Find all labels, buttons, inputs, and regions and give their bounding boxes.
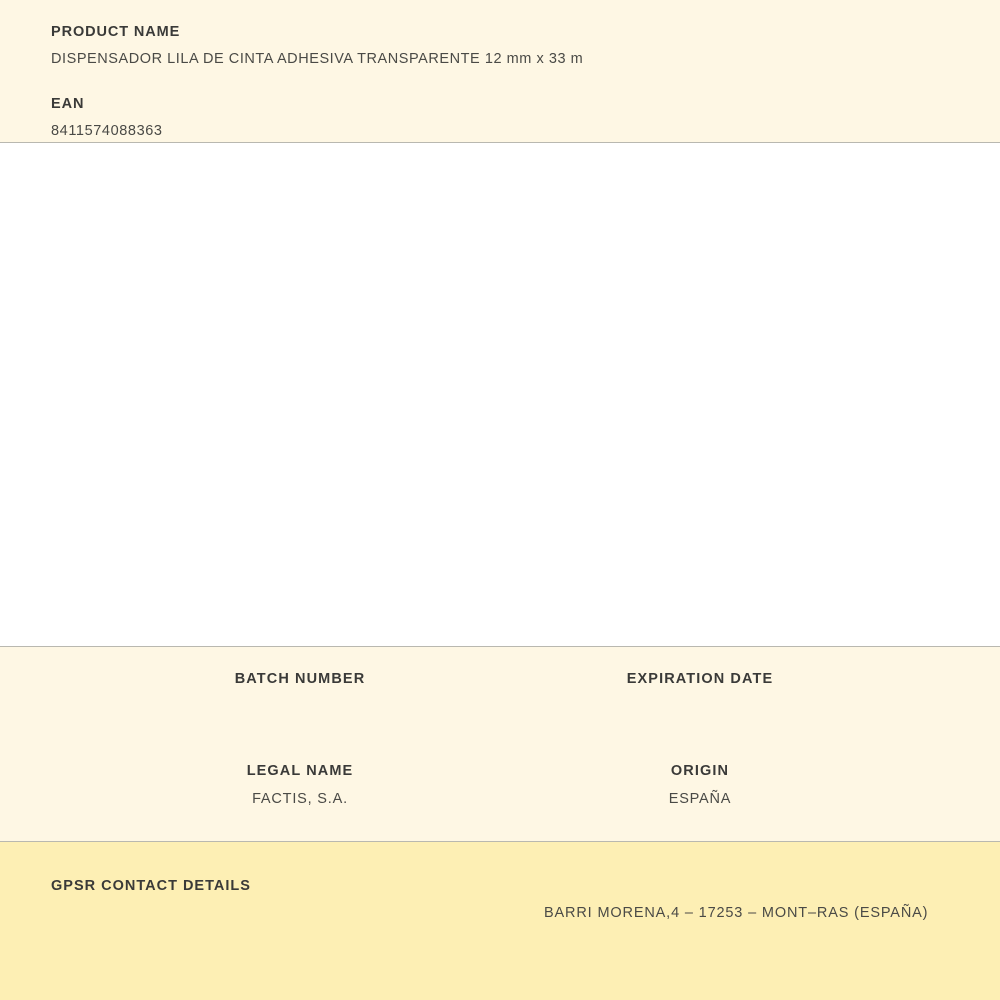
legal-name-value: FACTIS, S.A. <box>252 790 348 807</box>
gpsr-contact-label: GPSR CONTACT DETAILS <box>51 878 251 894</box>
product-name-label: PRODUCT NAME <box>51 24 181 40</box>
batch-expiration-row <box>0 671 1000 715</box>
expiration-date-cell <box>500 671 900 715</box>
product-name-value: DISPENSADOR LILA DE CINTA ADHESIVA TRANSPARENTE 12 mm x 33 m <box>51 51 584 68</box>
expiration-date-label: EXPIRATION DATE <box>626 671 774 687</box>
batch-number-label: BATCH NUMBER <box>234 671 366 687</box>
legal-name-cell <box>100 763 500 808</box>
product-header-section <box>0 0 1000 143</box>
product-name-field <box>0 24 1000 69</box>
ean-field <box>0 96 1000 141</box>
origin-cell <box>500 763 900 808</box>
legal-origin-row <box>0 763 1000 808</box>
product-image-area <box>0 143 1000 647</box>
ean-label: EAN <box>51 95 85 112</box>
gpsr-contact-section <box>0 842 1000 1000</box>
product-details-section <box>0 647 1000 842</box>
legal-name-label: LEGAL NAME <box>246 763 354 780</box>
expiration-date-value <box>500 698 900 715</box>
origin-value: ESPAÑA <box>668 790 732 807</box>
batch-number-cell <box>100 671 500 715</box>
ean-value: 8411574088363 <box>51 123 163 140</box>
origin-label: ORIGIN <box>670 763 730 780</box>
batch-number-value <box>100 698 500 715</box>
gpsr-contact-address: BARRI MORENA,4 – 17253 – MONT–RAS (ESPAÑA) <box>544 905 929 921</box>
